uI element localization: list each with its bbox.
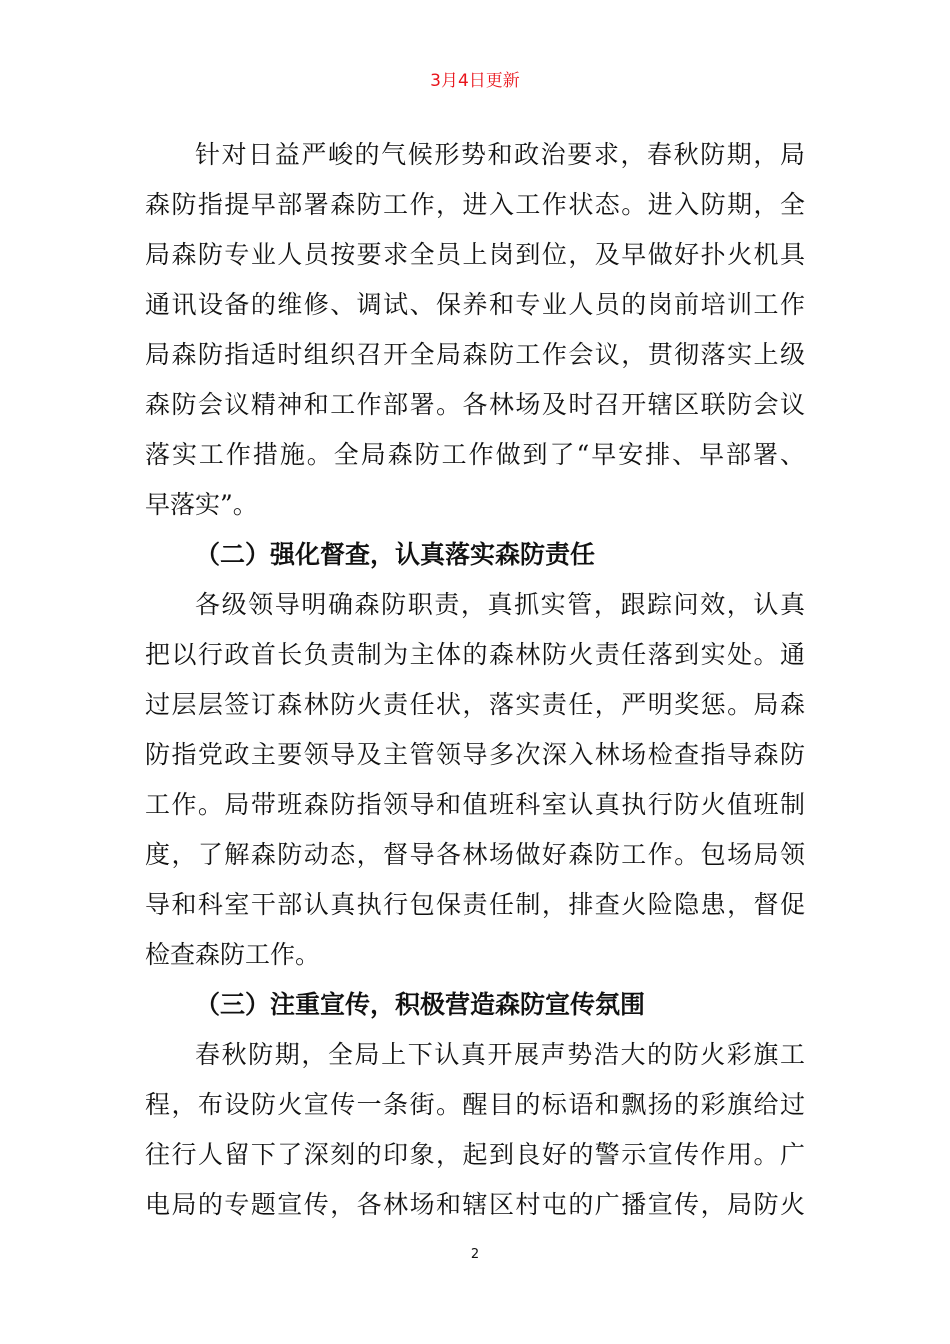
text-line: 检查森防工作。: [145, 940, 321, 969]
section-heading-2: （二）强化督查，认真落实森防责任: [195, 540, 596, 569]
text-line: 防指党政主要领导及主管领导多次深入林场检查指导森防: [145, 740, 805, 769]
text-line: 局森防指适时组织召开全局森防工作会议，贯彻落实上级: [145, 340, 805, 369]
document-body: [145, 130, 805, 1230]
paragraph-3: [145, 1030, 805, 1230]
text-line: 通讯设备的维修、调试、保养和专业人员的岗前培训工作: [145, 290, 805, 319]
paragraph-1: [145, 130, 805, 530]
text-line: 各级领导明确森防职责，真抓实管，跟踪问效，认真: [195, 590, 805, 619]
text-line: 把以行政首长负责制为主体的森林防火责任落到实处。通: [145, 640, 805, 669]
text-line: 电局的专题宣传，各林场和辖区村屯的广播宣传，局防火: [145, 1190, 805, 1219]
text-line: 早落实”。: [145, 490, 258, 519]
text-line: 落实工作措施。全局森防工作做到了“早安排、早部署、: [145, 440, 805, 469]
text-line: 度，了解森防动态，督导各林场做好森防工作。包场局领: [145, 840, 805, 869]
text-line: 局森防专业人员按要求全员上岗到位，及早做好扑火机具: [145, 240, 805, 269]
text-line: 程，布设防火宣传一条街。醒目的标语和飘扬的彩旗给过: [145, 1090, 805, 1119]
text-line: 工作。局带班森防指领导和值班科室认真执行防火值班制: [145, 790, 805, 819]
text-line: 往行人留下了深刻的印象，起到良好的警示宣传作用。广: [145, 1140, 805, 1169]
text-line: 春秋防期，全局上下认真开展声势浩大的防火彩旗工: [195, 1040, 805, 1069]
text-line: 过层层签订森林防火责任状，落实责任，严明奖惩。局森: [145, 690, 805, 719]
update-note: 3月4日更新: [430, 71, 520, 91]
text-line: 导和科室干部认真执行包保责任制，排查火险隐患，督促: [145, 890, 805, 919]
text-line: 森防指提早部署森防工作，进入工作状态。进入防期，全: [145, 190, 805, 219]
section-heading-3: （三）注重宣传，积极营造森防宣传氛围: [195, 990, 646, 1019]
paragraph-2: [145, 580, 805, 980]
text-line: 森防会议精神和工作部署。各林场及时召开辖区联防会议: [145, 390, 805, 419]
text-line: 针对日益严峻的气候形势和政治要求，春秋防期，局: [195, 140, 805, 169]
page-number: 2: [470, 1247, 480, 1262]
